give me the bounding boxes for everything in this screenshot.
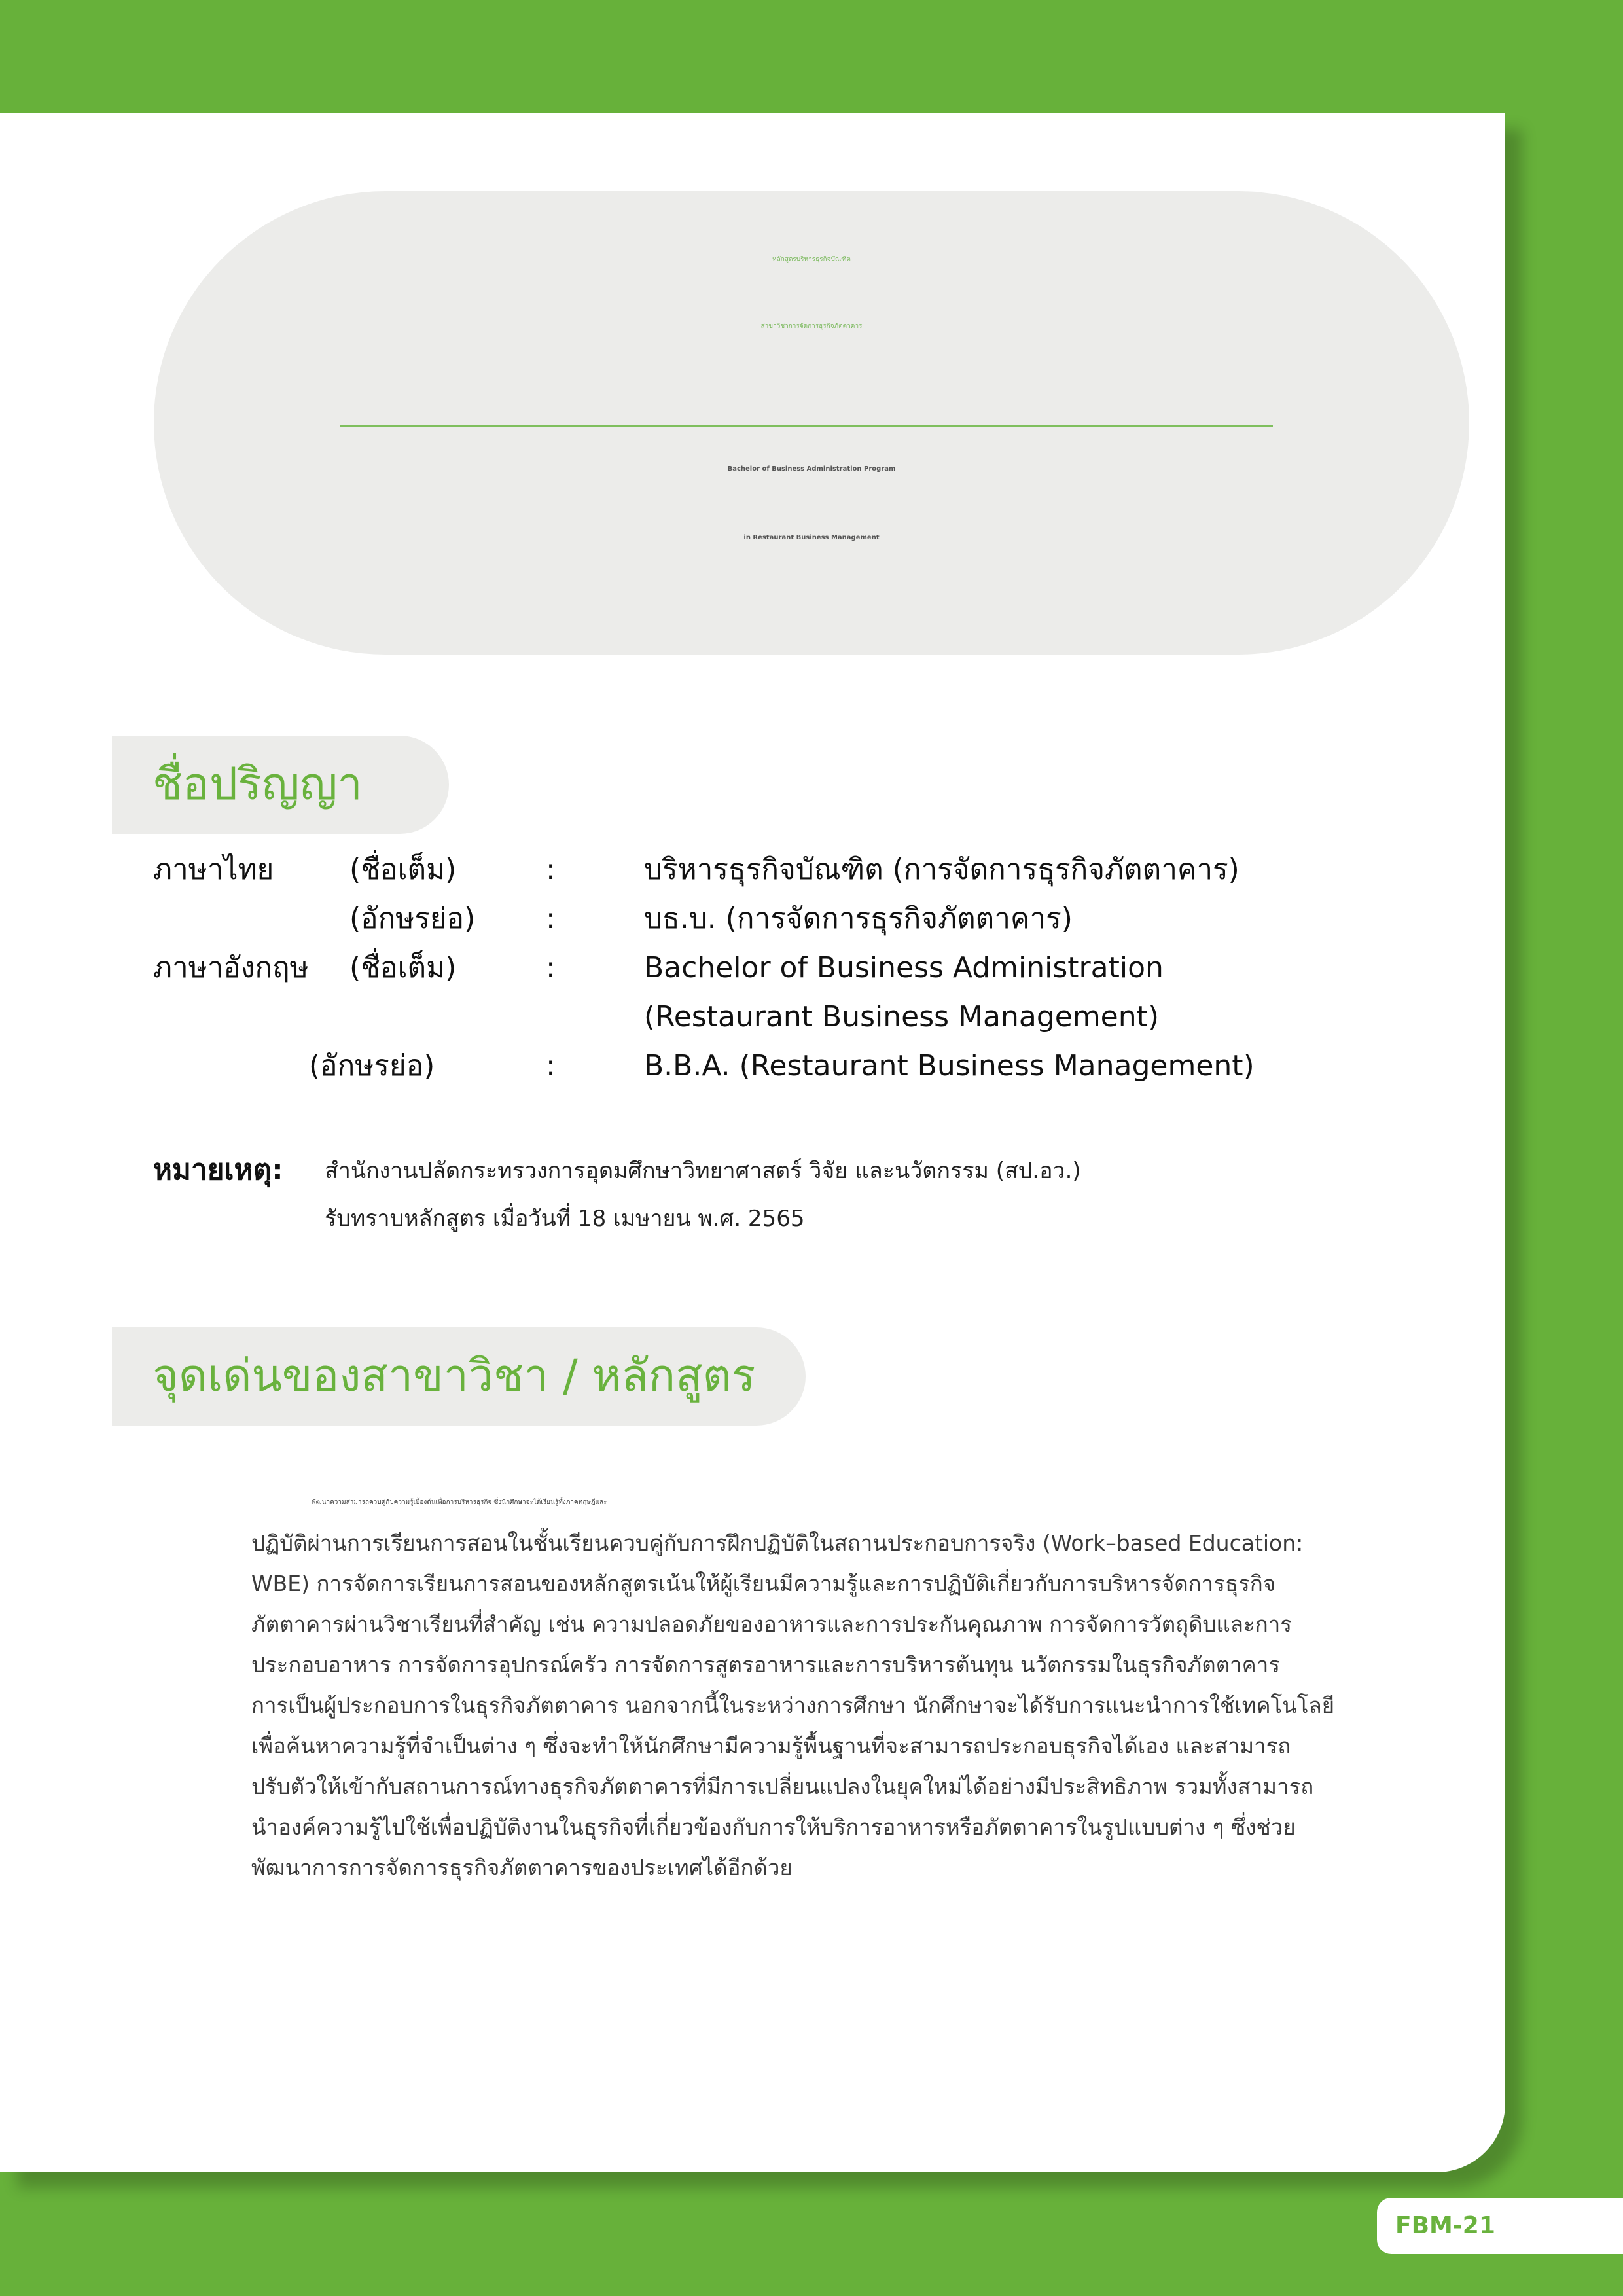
- degree-value: Bachelor of Business Administration: [644, 951, 1164, 984]
- degree-colon: :: [546, 902, 556, 935]
- paragraph-line: พัฒนาความสามารถควบคู่กับความรู้เบื้องต้นเพื่อการบริหารธุรกิจ ซึ่งนักศึกษาจะได้เรียนรู้ทั้งภาคทฤษฎีและ: [312, 1499, 607, 1506]
- program-title-english-line1: Bachelor of Business Administration Program: [727, 465, 896, 473]
- page-number-badge: FBM-21: [1377, 2198, 1623, 2254]
- degree-language-english: ภาษาอังกฤษ: [153, 951, 309, 984]
- note-text-line1: สำนักงานปลัดกระทรวงการอุดมศึกษาวิทยาศาสตร์ วิจัย และนวัตกรรม (สป.อว.): [325, 1158, 1081, 1184]
- program-title-english-line2: in Restaurant Business Management: [743, 534, 880, 541]
- degree-value: B.B.A. (Restaurant Business Management): [644, 1049, 1255, 1083]
- degree-type-label: (ชื่อเต็ม): [349, 951, 457, 984]
- degree-value: บธ.บ. (การจัดการธุรกิจภัตตาคาร): [644, 902, 1073, 935]
- degree-type-label: (อักษรย่อ): [309, 1049, 435, 1083]
- note-text-line2: รับทราบหลักสูตร เมื่อวันที่ 18 เมษายน พ.ศ. 2565: [325, 1206, 805, 1232]
- paragraph-line: นำองค์ความรู้ไปใช้เพื่อปฏิบัติงานในธุรกิจที่เกี่ยวข้องกับการให้บริการอาหารหรือภัตตาคารในรูปแบบต่าง ๆ ซึ่งช่วย: [251, 1814, 1296, 1840]
- paragraph-line: WBE) การจัดการเรียนการสอนของหลักสูตรเน้นให้ผู้เรียนมีความรู้และการปฏิบัติเกี่ยวกับการบริหารจัดการธุรกิจ: [251, 1571, 1276, 1596]
- highlights-section-heading: จุดเด่นของสาขาวิชา / หลักสูตร: [112, 1327, 806, 1426]
- degree-colon: :: [546, 1049, 556, 1083]
- paragraph-line: ประกอบอาหาร การจัดการอุปกรณ์ครัว การจัดการสูตรอาหารและการบริหารต้นทุน นวัตกรรมในธุรกิจภัตตาคาร: [251, 1652, 1280, 1677]
- paragraph-line: พัฒนาการการจัดการธุรกิจภัตตาคารของประเทศได้อีกด้วย: [251, 1855, 793, 1880]
- degree-section-heading: ชื่อปริญญา: [112, 736, 449, 834]
- degree-colon: :: [546, 853, 556, 886]
- note-label: หมายเหตุ:: [153, 1153, 283, 1187]
- degree-type-label: (ชื่อเต็ม): [349, 853, 457, 886]
- degree-type-label: (อักษรย่อ): [349, 902, 476, 935]
- paragraph-line: เพื่อค้นหาความรู้ที่จำเป็นต่าง ๆ ซึ่งจะทำให้นักศึกษามีความรู้พื้นฐานที่จะสามารถประกอบธุรกิจได้เอง และสามารถ: [251, 1733, 1291, 1759]
- highlights-paragraph: [251, 1482, 1380, 1888]
- program-title-banner: [154, 191, 1469, 655]
- paragraph-line: ปฏิบัติผ่านการเรียนการสอนในชั้นเรียนควบคู่กับการฝึกปฏิบัติในสถานประกอบการจริง (Work–based Education:: [251, 1530, 1304, 1556]
- program-title-thai-line2: สาขาวิชาการจัดการธุรกิจภัตตาคาร: [760, 323, 863, 330]
- degree-language-thai: ภาษาไทย: [153, 853, 274, 886]
- paragraph-line: การเป็นผู้ประกอบการในธุรกิจภัตตาคาร นอกจากนี้ในระหว่างการศึกษา นักศึกษาจะได้รับการแนะนำการใช้เทคโนโลยี: [251, 1693, 1335, 1718]
- title-divider: [340, 425, 1273, 427]
- degree-colon: :: [546, 951, 556, 984]
- paragraph-line: ภัตตาคารผ่านวิชาเรียนที่สำคัญ เช่น ความปลอดภัยของอาหารและการประกันคุณภาพ การจัดการวัตถุดิบและการ: [251, 1611, 1292, 1637]
- paragraph-line: ปรับตัวให้เข้ากับสถานการณ์ทางธุรกิจภัตตาคารที่มีการเปลี่ยนแปลงในยุคใหม่ได้อย่างมีประสิทธิภาพ รวมทั้งสามารถ: [251, 1774, 1314, 1799]
- program-title-thai-line1: หลักสูตรบริหารธุรกิจบัณฑิต: [772, 256, 851, 263]
- degree-value: (Restaurant Business Management): [644, 1000, 1160, 1033]
- degree-value: บริหารธุรกิจบัณฑิต (การจัดการธุรกิจภัตตาคาร): [644, 853, 1240, 886]
